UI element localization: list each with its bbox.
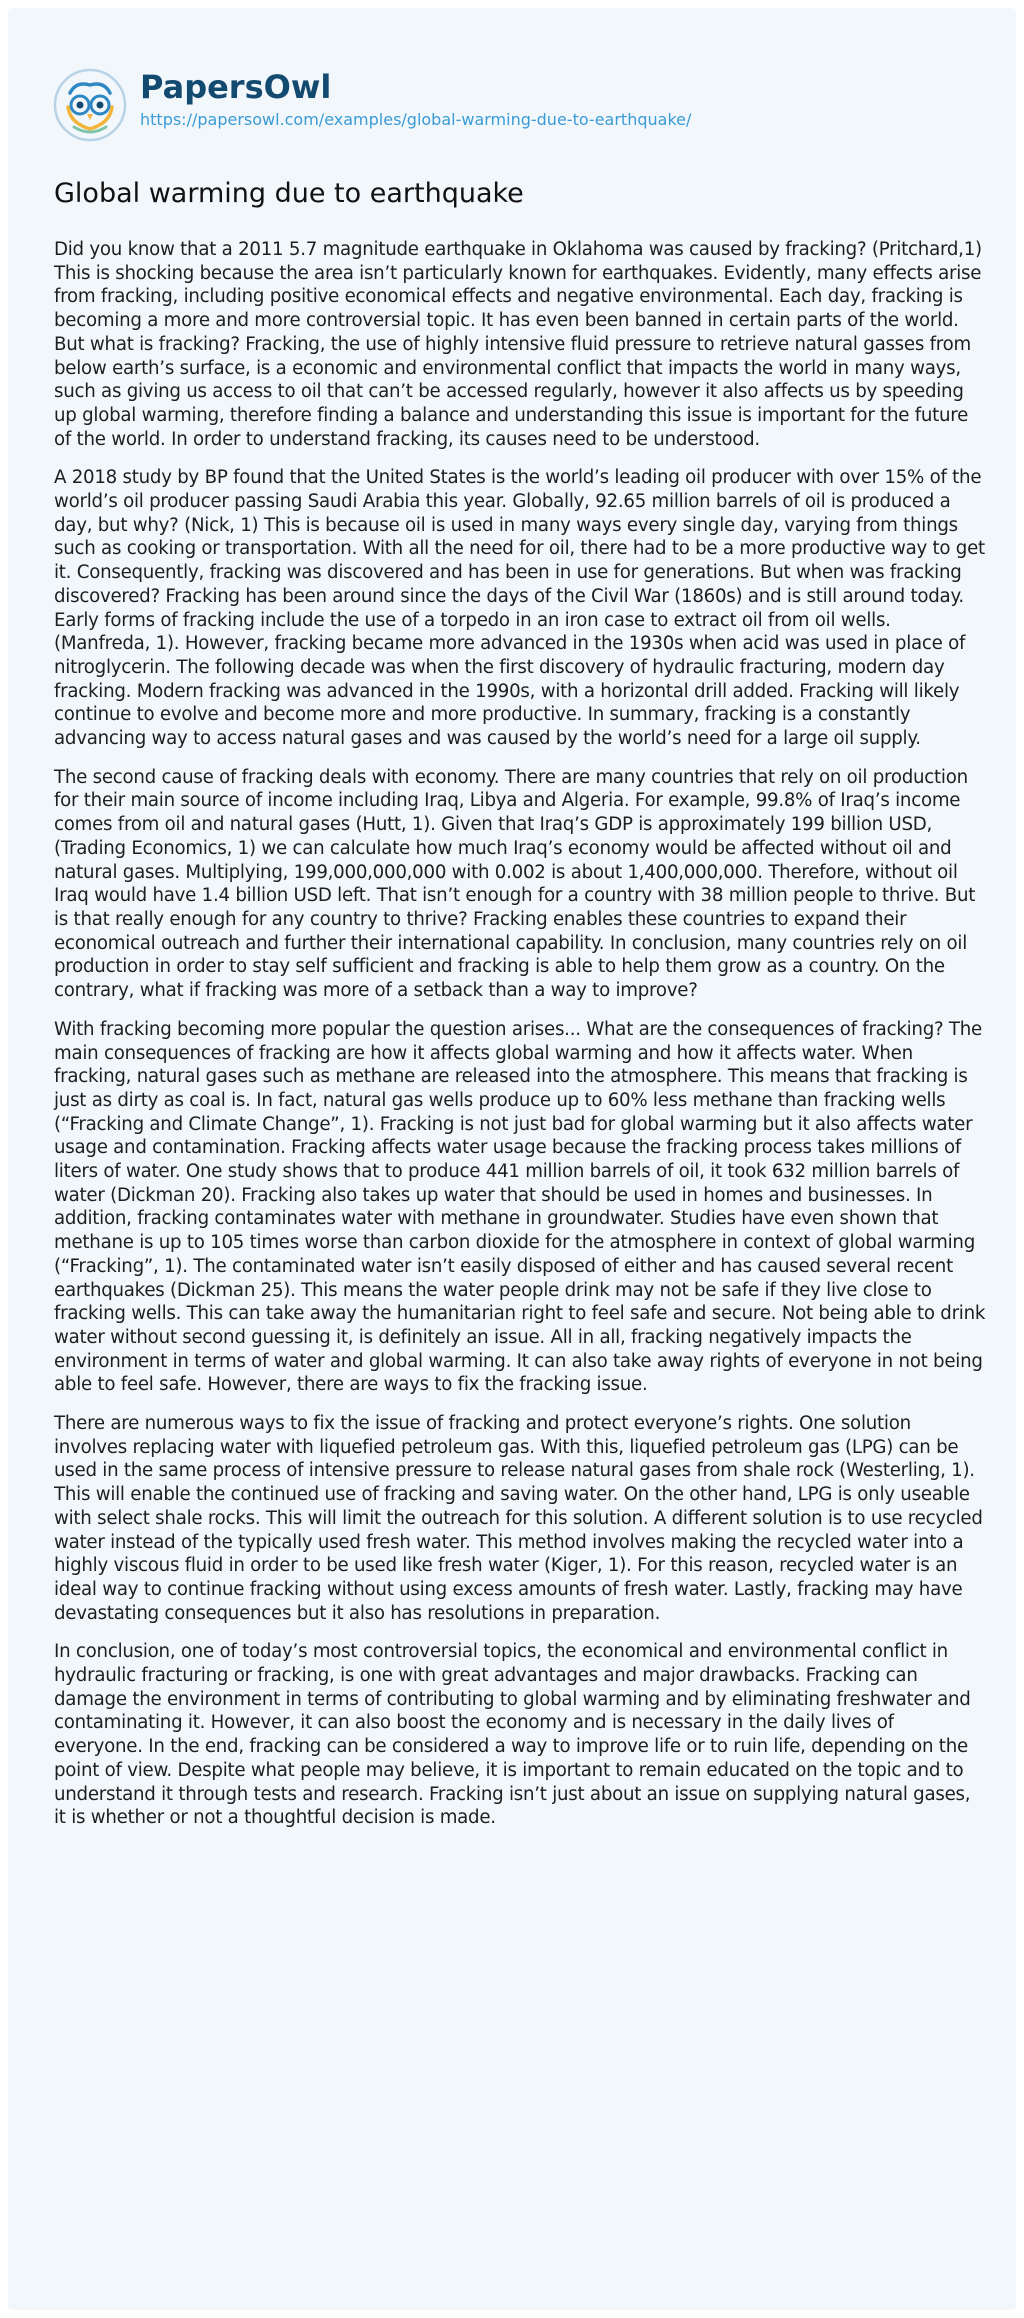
- paragraph: With fracking becoming more popular the question arises... What are the consequences of fracking? The main consequences of fracking are how it affects global warming and how it affects water. When fracking, natural gases such as methane are released into the atmosphere. This means that fracking is just as dirty as coal is. In fact, natural gas wells produce up to 60% less methane than fracking wells (“Fracking and Climate Change”, 1). Fracking is not just bad for global warming but it also affects water usage and contamination. Fracking affects water usage because the fracking process takes millions of liters of water. One study shows that to produce 441 million barrels of oil, it took 632 million barrels of water (Dickman 20). Fracking also takes up water that should be used in homes and businesses. In addition, fracking contaminates water with methane in groundwater. Studies have even shown that methane is up to 105 times worse than carbon dioxide for the atmosphere in context of global warming (“Fracking”, 1). The contaminated water isn’t easily disposed of either and has caused several recent earthquakes (Dickman 25). This means the water people drink may not be safe if they live close to fracking wells. This can take away the humanitarian right to feel safe and secure. Not being able to drink water without second guessing it, is definitely an issue. All in all, fracking negatively impacts the environment in terms of water and global warming. It can also take away rights of everyone in not being able to feel safe. However, there are ways to fix the fracking issue.: [54, 1018, 986, 1396]
- brand-block: [140, 67, 691, 131]
- site-header: [52, 61, 691, 181]
- article-body: [54, 238, 986, 1845]
- paragraph: A 2018 study by BP found that the United States is the world’s leading oil producer with over 15% of the world’s oil producer passing Saudi Arabia this year. Globally, 92.65 million barrels of oil is produced a day, but why? (Nick, 1) This is because oil is used in many ways every single day, varying from things such as cooking or transportation. With all the need for oil, there had to be a more productive way to get it. Consequently, fracking was discovered and has been in use for generations. But when was fracking discovered? Fracking has been around since the days of the Civil War (1860s) and is still around today. Early forms of fracking include the use of a torpedo in an iron case to extract oil from oil wells. (Manfreda, 1). However, fracking became more advanced in the 1930s when acid was used in place of nitroglycerin. The following decade was when the first discovery of hydraulic fracturing, modern day fracking. Modern fracking was advanced in the 1990s, with a horizontal drill added. Fracking will likely continue to evolve and become more and more productive. In summary, fracking is a constantly advancing way to access natural gases and was caused by the world’s need for a large oil supply.: [54, 467, 985, 750]
- document-card: [8, 8, 1016, 2310]
- page-title: Global warming due to earthquake: [54, 178, 524, 209]
- paragraph: Did you know that a 2011 5.7 magnitude earthquake in Oklahoma was caused by fracking? (Pritchard,1) This is shocking because the area isn’t particularly known for earthquakes. Evidently, many effects arise from fracking, including positive economical effects and negative environmental. Each day, fracking is becoming a more and more controversial topic. It has even been banned in certain parts of the world. But what is fracking? Fracking, the use of highly intensive fluid pressure to retrieve natural gasses from below earth’s surface, is a economic and environmental conflict that impacts the world in many ways, such as giving us access to oil that can’t be accessed regularly, however it also affects us by speeding up global warming, therefore finding a balance and understanding this issue is important for the future of the world. In order to understand fracking, its causes need to be understood.: [54, 239, 982, 450]
- brand-name[interactable]: PapersOwl: [140, 68, 332, 106]
- owl-logo-icon[interactable]: [52, 67, 128, 143]
- paragraph: There are numerous ways to fix the issue of fracking and protect everyone’s rights. One solution involves replacing water with liquefied petroleum gas. With this, liquefied petroleum gas (LPG) can be used in the same process of intensive pressure to release natural gases from shale rock (Westerling, 1). This will enable the continued use of fracking and saving water. On the other hand, LPG is only useable with select shale rocks. This will limit the outreach for this solution. A different solution is to use recycled water instead of the typically used fresh water. This method involves making the recycled water into a highly viscous fluid in order to be used like fresh water (Kiger, 1). For this reason, recycled water is an ideal way to continue fracking without using excess amounts of fresh water. Lastly, fracking may have devastating consequences but it also has resolutions in preparation.: [54, 1413, 983, 1624]
- paragraph: In conclusion, one of today’s most controversial topics, the economical and environmental conflict in hydraulic fracturing or fracking, is one with great advantages and major drawbacks. Fracking can damage the environment in terms of contributing to global warming and by eliminating freshwater and contaminating it. However, it can also boost the economy and is necessary in the daily lives of everyone. In the end, fracking can be considered a way to improve life or to ruin life, depending on the point of view. Despite what people may believe, it is important to remain educated on the topic and to understand it through tests and research. Fracking isn’t just about an issue on supplying natural gases, it is whether or not a thoughtful decision is made.: [54, 1641, 971, 1829]
- paragraph: The second cause of fracking deals with economy. There are many countries that rely on oil production for their main source of income including Iraq, Libya and Algeria. For example, 99.8% of Iraq’s income comes from oil and natural gases (Hutt, 1). Given that Iraq’s GDP is approximately 199 billion USD, (Trading Economics, 1) we can calculate how much Iraq’s economy would be affected without oil and natural gases. Multiplying, 199,000,000,000 with 0.002 is about 1,400,000,000. Therefore, without oil Iraq would have 1.4 billion USD left. That isn’t enough for a country with 38 million people to thrive. But is that really enough for any country to thrive? Fracking enables these countries to expand their economical outreach and further their international capability. In conclusion, many countries rely on oil production in order to stay self sufficient and fracking is able to help them grow as a country. On the contrary, what if fracking was more of a setback than a way to improve?: [54, 766, 976, 1002]
- page-url-link[interactable]: https://papersowl.com/examples/global-warming-due-to-earthquake/: [140, 110, 692, 129]
